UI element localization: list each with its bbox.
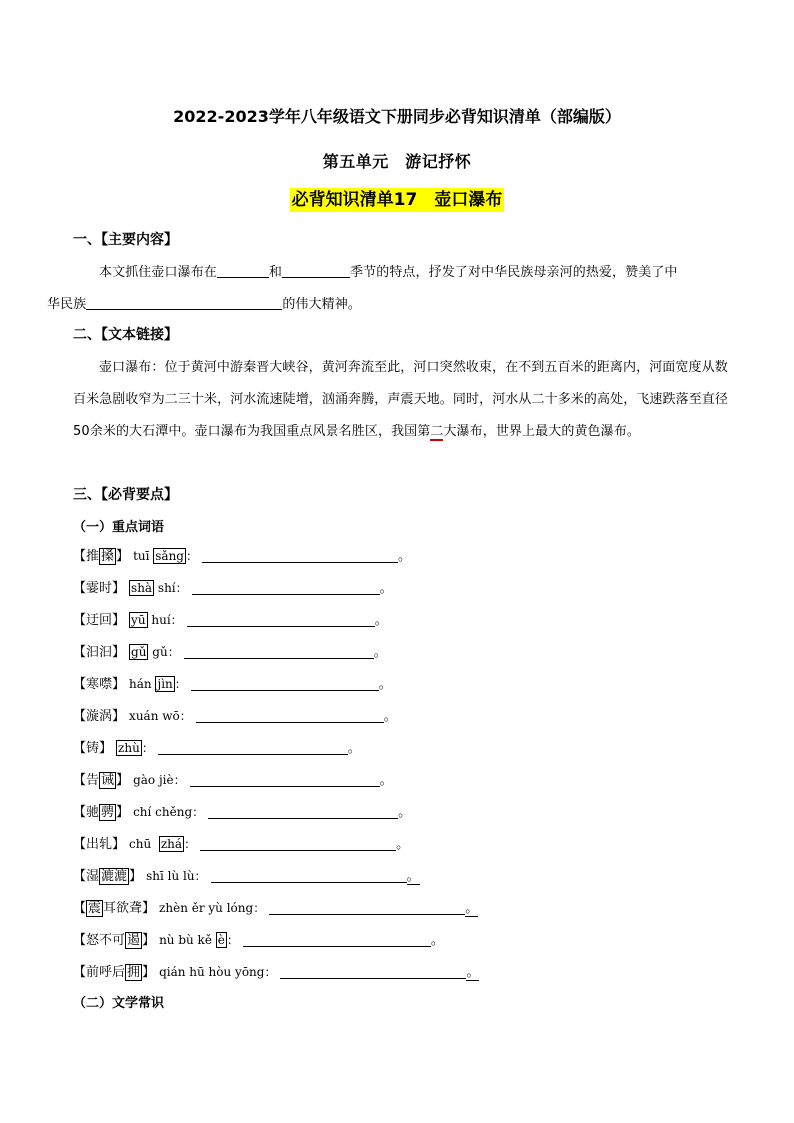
vocab-item bbox=[73, 673, 392, 695]
pinyin bbox=[129, 613, 183, 627]
pinyin-text: qián hū hòu yōng： bbox=[159, 965, 277, 979]
pinyin-text: ： bbox=[226, 933, 239, 947]
vocab-item bbox=[73, 641, 387, 663]
vocab-item bbox=[73, 833, 409, 855]
section-main-content-heading: 一、【主要内容】 bbox=[73, 232, 178, 248]
vocab-text: 汩汩 bbox=[86, 645, 113, 660]
bracket: 】 bbox=[112, 677, 126, 692]
pinyin bbox=[159, 933, 239, 947]
boxed-pinyin: shà bbox=[131, 581, 153, 595]
bracket: 【 bbox=[73, 805, 87, 820]
bracket: 【 bbox=[73, 965, 87, 980]
bracket: 【 bbox=[73, 869, 87, 884]
bracket: 【 bbox=[73, 677, 87, 692]
vocab-text: 耳欲聋】 bbox=[103, 901, 156, 916]
pinyin-text: huí： bbox=[147, 613, 183, 627]
bracket: 【 bbox=[73, 645, 87, 660]
text-fragment: 华民族 bbox=[47, 297, 87, 312]
bracket: 【 bbox=[73, 613, 87, 628]
bracket: 【 bbox=[73, 933, 87, 948]
answer-blank[interactable] bbox=[187, 612, 375, 627]
period: 。 bbox=[347, 741, 361, 756]
literature-knowledge-subheading: （二）文学常识 bbox=[73, 996, 165, 1011]
answer-blank[interactable] bbox=[280, 964, 466, 979]
pinyin bbox=[129, 581, 188, 595]
pinyin-text: chí chěng： bbox=[133, 805, 205, 819]
answer-blank[interactable] bbox=[190, 772, 380, 787]
period: 。 bbox=[465, 901, 479, 916]
boxed-pinyin: zhá bbox=[160, 837, 183, 851]
bracket: 】 bbox=[129, 869, 143, 884]
fill-blank[interactable] bbox=[217, 263, 269, 278]
fill-blank[interactable] bbox=[86, 295, 282, 310]
pinyin-text: chū bbox=[129, 837, 159, 851]
vocab-text: 驰 bbox=[86, 805, 100, 820]
pinyin bbox=[159, 965, 276, 979]
period: 。 bbox=[379, 773, 393, 788]
answer-blank[interactable] bbox=[243, 932, 431, 947]
pinyin bbox=[146, 869, 207, 883]
vocab-text: 漩涡 bbox=[86, 709, 113, 724]
answer-blank[interactable] bbox=[184, 644, 374, 659]
bracket: 】 bbox=[142, 933, 156, 948]
bracket: 】 bbox=[99, 741, 113, 756]
vocab-text: 推 bbox=[86, 549, 100, 564]
fill-blank[interactable] bbox=[282, 263, 350, 278]
answer-blank[interactable] bbox=[191, 676, 379, 691]
answer-blank[interactable] bbox=[196, 708, 384, 723]
text-fragment: 季节的特点，抒发了对中华民族母亲河的热爱，赞美了中 bbox=[350, 265, 678, 280]
period: 。 bbox=[406, 869, 420, 884]
period: 。 bbox=[398, 805, 412, 820]
period: 。 bbox=[378, 677, 392, 692]
pinyin-text: ： bbox=[141, 741, 154, 755]
answer-blank[interactable] bbox=[211, 868, 407, 883]
period: 。 bbox=[379, 581, 393, 596]
boxed-pinyin: gǔ bbox=[131, 645, 147, 659]
boxed-char: 震 bbox=[88, 901, 102, 916]
pinyin bbox=[129, 677, 187, 691]
period: 。 bbox=[430, 933, 444, 948]
bracket: 】 bbox=[112, 581, 126, 596]
vocab-item bbox=[73, 929, 444, 951]
pinyin-text: nù bù kě bbox=[159, 933, 216, 947]
bracket: 【 bbox=[73, 837, 87, 852]
pinyin-text: ： bbox=[174, 677, 187, 691]
boxed-pinyin: sǎng bbox=[155, 549, 184, 563]
vocab-item bbox=[73, 961, 479, 983]
vocab-item bbox=[73, 769, 393, 791]
pinyin-text: gào jiè： bbox=[133, 773, 186, 787]
bracket: 】 bbox=[116, 773, 130, 788]
vocab-item bbox=[73, 705, 397, 727]
vocab-item bbox=[73, 897, 478, 919]
answer-blank[interactable] bbox=[200, 836, 396, 851]
pinyin-text: gǔ： bbox=[148, 645, 180, 659]
pinyin-text: shí： bbox=[154, 581, 188, 595]
answer-blank[interactable] bbox=[192, 580, 380, 595]
vocab-text: 前呼后 bbox=[86, 965, 126, 980]
boxed-char: 诫 bbox=[101, 773, 115, 788]
pinyin-text: zhèn ěr yù lóng： bbox=[159, 901, 266, 915]
period: 。 bbox=[396, 837, 410, 852]
boxed-char: 漉漉 bbox=[101, 869, 128, 884]
bracket: 【 bbox=[73, 901, 87, 916]
period: 。 bbox=[398, 549, 412, 564]
vocab-item bbox=[73, 737, 361, 759]
answer-blank[interactable] bbox=[158, 740, 348, 755]
bracket: 【 bbox=[73, 709, 87, 724]
vocab-text: 怒不可 bbox=[86, 933, 126, 948]
section-text-link-heading: 二、【文本链接】 bbox=[73, 327, 178, 343]
text-fragment: 大瀑布，世界上最大的黄色瀑布。 bbox=[443, 424, 640, 439]
bracket: 】 bbox=[116, 549, 130, 564]
boxed-char: 骋 bbox=[101, 805, 115, 820]
bracket: 】 bbox=[112, 645, 126, 660]
bracket: 】 bbox=[112, 613, 126, 628]
pinyin-text: tuī bbox=[133, 549, 154, 563]
boxed-char: 遏 bbox=[127, 933, 141, 948]
vocab-item bbox=[73, 801, 411, 823]
bracket: 【 bbox=[73, 549, 87, 564]
pinyin-text: ： bbox=[184, 837, 197, 851]
vocab-item bbox=[73, 577, 393, 599]
bracket: 】 bbox=[142, 965, 156, 980]
vocab-text: 铸 bbox=[86, 741, 100, 756]
boxed-pinyin: yū bbox=[131, 613, 146, 627]
pinyin bbox=[159, 901, 265, 915]
bracket: 【 bbox=[73, 581, 87, 596]
boxed-char: 搡 bbox=[101, 549, 115, 564]
bracket: 】 bbox=[116, 805, 130, 820]
vocab-text: 出轧 bbox=[86, 837, 113, 852]
key-words-subheading: （一）重点词语 bbox=[73, 520, 165, 535]
text-fragment: 的伟大精神。 bbox=[282, 297, 361, 312]
text-link-paragraph bbox=[73, 352, 735, 448]
period: 。 bbox=[374, 613, 388, 628]
vocab-text: 湿 bbox=[86, 869, 100, 884]
bracket: 】 bbox=[112, 709, 126, 724]
pinyin-text: ： bbox=[186, 549, 199, 563]
pinyin-text: xuán wō： bbox=[129, 709, 192, 723]
answer-blank[interactable] bbox=[269, 900, 465, 915]
vocab-text: 霎时 bbox=[86, 581, 113, 596]
pinyin bbox=[129, 709, 192, 723]
vocab-item bbox=[73, 609, 388, 631]
vocab-item bbox=[73, 865, 420, 887]
document-title: 2022-2023学年八年级语文下册同步必背知识清单（部编版） bbox=[173, 107, 621, 126]
vocab-item bbox=[73, 545, 411, 567]
boxed-pinyin: è bbox=[217, 933, 225, 947]
period: 。 bbox=[373, 645, 387, 660]
highlighted-subtitle: 必背知识清单17 壶口瀑布 bbox=[291, 190, 503, 210]
period: 。 bbox=[466, 965, 480, 980]
bracket: 【 bbox=[73, 741, 87, 756]
pinyin bbox=[129, 837, 196, 851]
bracket: 】 bbox=[112, 837, 126, 852]
boxed-char: 拥 bbox=[127, 965, 141, 980]
vocab-text: 告 bbox=[86, 773, 100, 788]
boxed-pinyin: zhù bbox=[118, 741, 140, 755]
subtitle-wrap bbox=[0, 188, 794, 212]
pinyin bbox=[133, 805, 204, 819]
bracket: 【 bbox=[73, 773, 87, 788]
vocab-text: 寒噤 bbox=[86, 677, 113, 692]
text-fragment: 壶口瀑布：位于黄河中游秦晋大峡谷，黄河奔流至此，河口突然收束，在不到五百米的距离内，河面宽度从数百米急剧收窄为二三十米，河水流速陡增，汹涌奔腾，声震天地。同时，河水从二十多米的高处，飞速跌落至直径50余米的大石潭中。壶口瀑布为我国重点风景名胜区，我国第 bbox=[73, 360, 729, 439]
main-content-paragraph bbox=[47, 257, 733, 321]
pinyin-text: hán bbox=[129, 677, 156, 691]
unit-title: 第五单元 游记抒怀 bbox=[322, 152, 472, 171]
section-key-points-heading: 三、【必背要点】 bbox=[73, 487, 178, 503]
vocab-text: 迂回 bbox=[86, 613, 113, 628]
boxed-pinyin: jìn bbox=[157, 677, 173, 691]
pinyin bbox=[129, 645, 180, 659]
pinyin bbox=[133, 773, 186, 787]
period: 。 bbox=[383, 709, 397, 724]
pinyin bbox=[133, 549, 198, 563]
answer-blank[interactable] bbox=[208, 804, 398, 819]
text-fragment: 本文抓住壶口瀑布在 bbox=[99, 265, 217, 280]
pinyin bbox=[116, 741, 154, 755]
answer-blank[interactable] bbox=[202, 548, 398, 563]
pinyin-text: shī lù lù： bbox=[146, 869, 207, 883]
text-fragment: 和 bbox=[268, 265, 283, 280]
red-underlined-text: 二 bbox=[430, 424, 444, 439]
